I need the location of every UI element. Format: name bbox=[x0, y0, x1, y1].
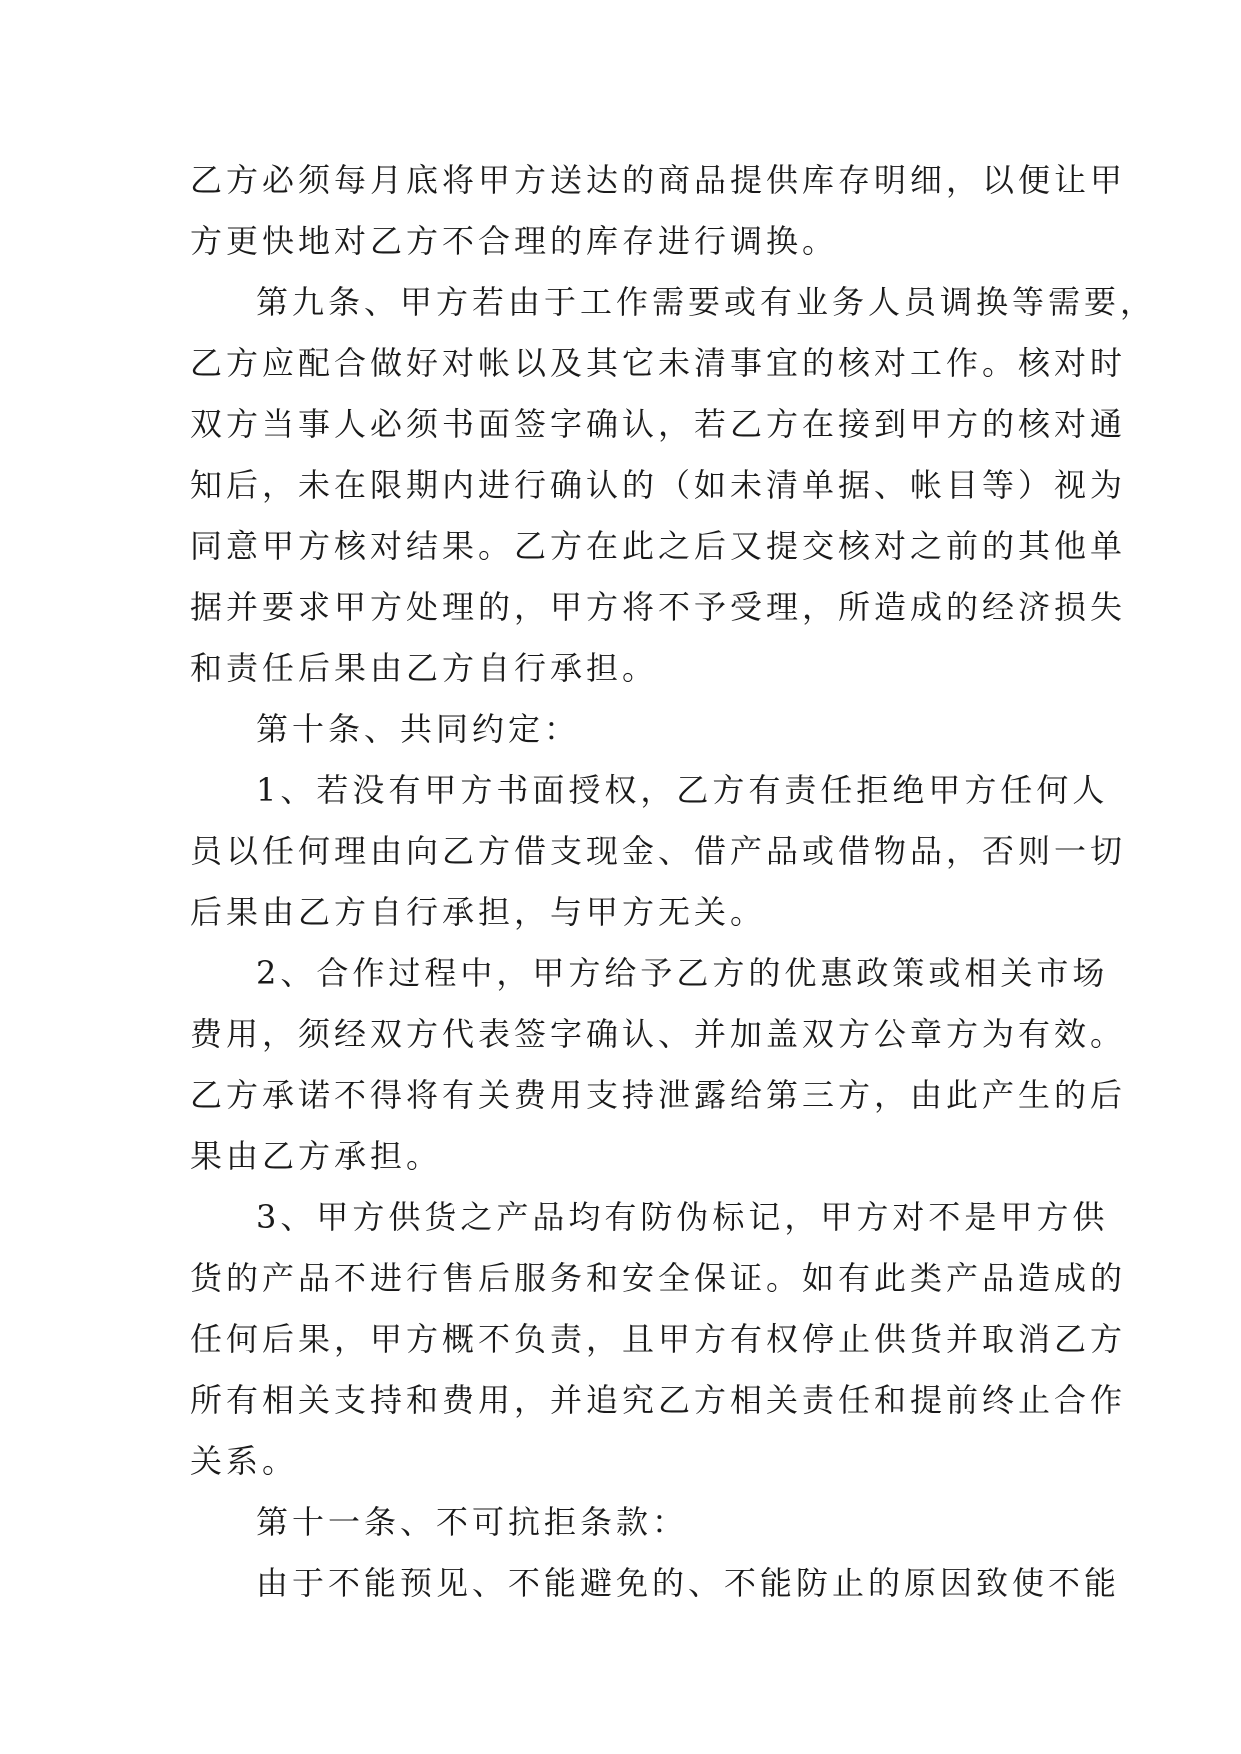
text-line: 3、甲方供货之产品均有防伪标记，甲方对不是甲方供 bbox=[256, 1198, 1109, 1236]
text-line: 方更快地对乙方不合理的库存进行调换。 bbox=[190, 222, 839, 260]
paragraph bbox=[190, 1553, 1121, 1614]
text-line: 和责任后果由乙方自行承担。 bbox=[190, 649, 659, 687]
text-line: 货的产品不进行售后服务和安全保证。如有此类产品造成的 bbox=[190, 1259, 1127, 1297]
text-line: 员以任何理由向乙方借支现金、借产品或借物品，否则一切 bbox=[190, 832, 1127, 870]
text-line: 第十条、共同约定： bbox=[256, 710, 581, 748]
text-line: 果由乙方承担。 bbox=[190, 1137, 443, 1175]
text-line: 费用，须经双方代表签字确认、并加盖双方公章方为有效。 bbox=[190, 1015, 1127, 1053]
text-line: 同意甲方核对结果。乙方在此之后又提交核对之前的其他单 bbox=[190, 527, 1127, 565]
text-line: 第九条、甲方若由于工作需要或有业务人员调换等需要， bbox=[256, 283, 1157, 321]
text-line: 所有相关支持和费用，并追究乙方相关责任和提前终止合作 bbox=[190, 1381, 1127, 1419]
text-line: 知后，未在限期内进行确认的（如未清单据、帐目等）视为 bbox=[190, 466, 1127, 504]
text-line: 关系。 bbox=[190, 1442, 299, 1480]
text-line: 据并要求甲方处理的，甲方将不予受理，所造成的经济损失 bbox=[190, 588, 1127, 626]
text-line: 后果由乙方自行承担，与甲方无关。 bbox=[190, 893, 767, 931]
paragraph bbox=[190, 699, 1070, 760]
text-line: 1、若没有甲方书面授权，乙方有责任拒绝甲方任何人 bbox=[256, 771, 1109, 809]
text-line: 乙方应配合做好对帐以及其它未清事宜的核对工作。核对时 bbox=[190, 344, 1127, 382]
paragraph bbox=[190, 272, 1157, 699]
text-line: 双方当事人必须书面签字确认，若乙方在接到甲方的核对通 bbox=[190, 405, 1127, 443]
paragraph bbox=[190, 943, 1127, 1187]
text-line: 乙方承诺不得将有关费用支持泄露给第三方，由此产生的后 bbox=[190, 1076, 1127, 1114]
text-line: 乙方必须每月底将甲方送达的商品提供库存明细，以便让甲 bbox=[190, 161, 1127, 199]
document-body bbox=[190, 150, 1157, 1614]
text-line: 由于不能预见、不能避免的、不能防止的原因致使不能 bbox=[256, 1564, 1121, 1602]
text-line: 第十一条、不可抗拒条款： bbox=[256, 1503, 689, 1541]
text-line: 任何后果，甲方概不负责，且甲方有权停止供货并取消乙方 bbox=[190, 1320, 1127, 1358]
paragraph bbox=[190, 1492, 1070, 1553]
text-line: 2、合作过程中，甲方给予乙方的优惠政策或相关市场 bbox=[256, 954, 1109, 992]
paragraph bbox=[190, 150, 1127, 272]
paragraph bbox=[190, 760, 1127, 943]
paragraph bbox=[190, 1187, 1127, 1492]
